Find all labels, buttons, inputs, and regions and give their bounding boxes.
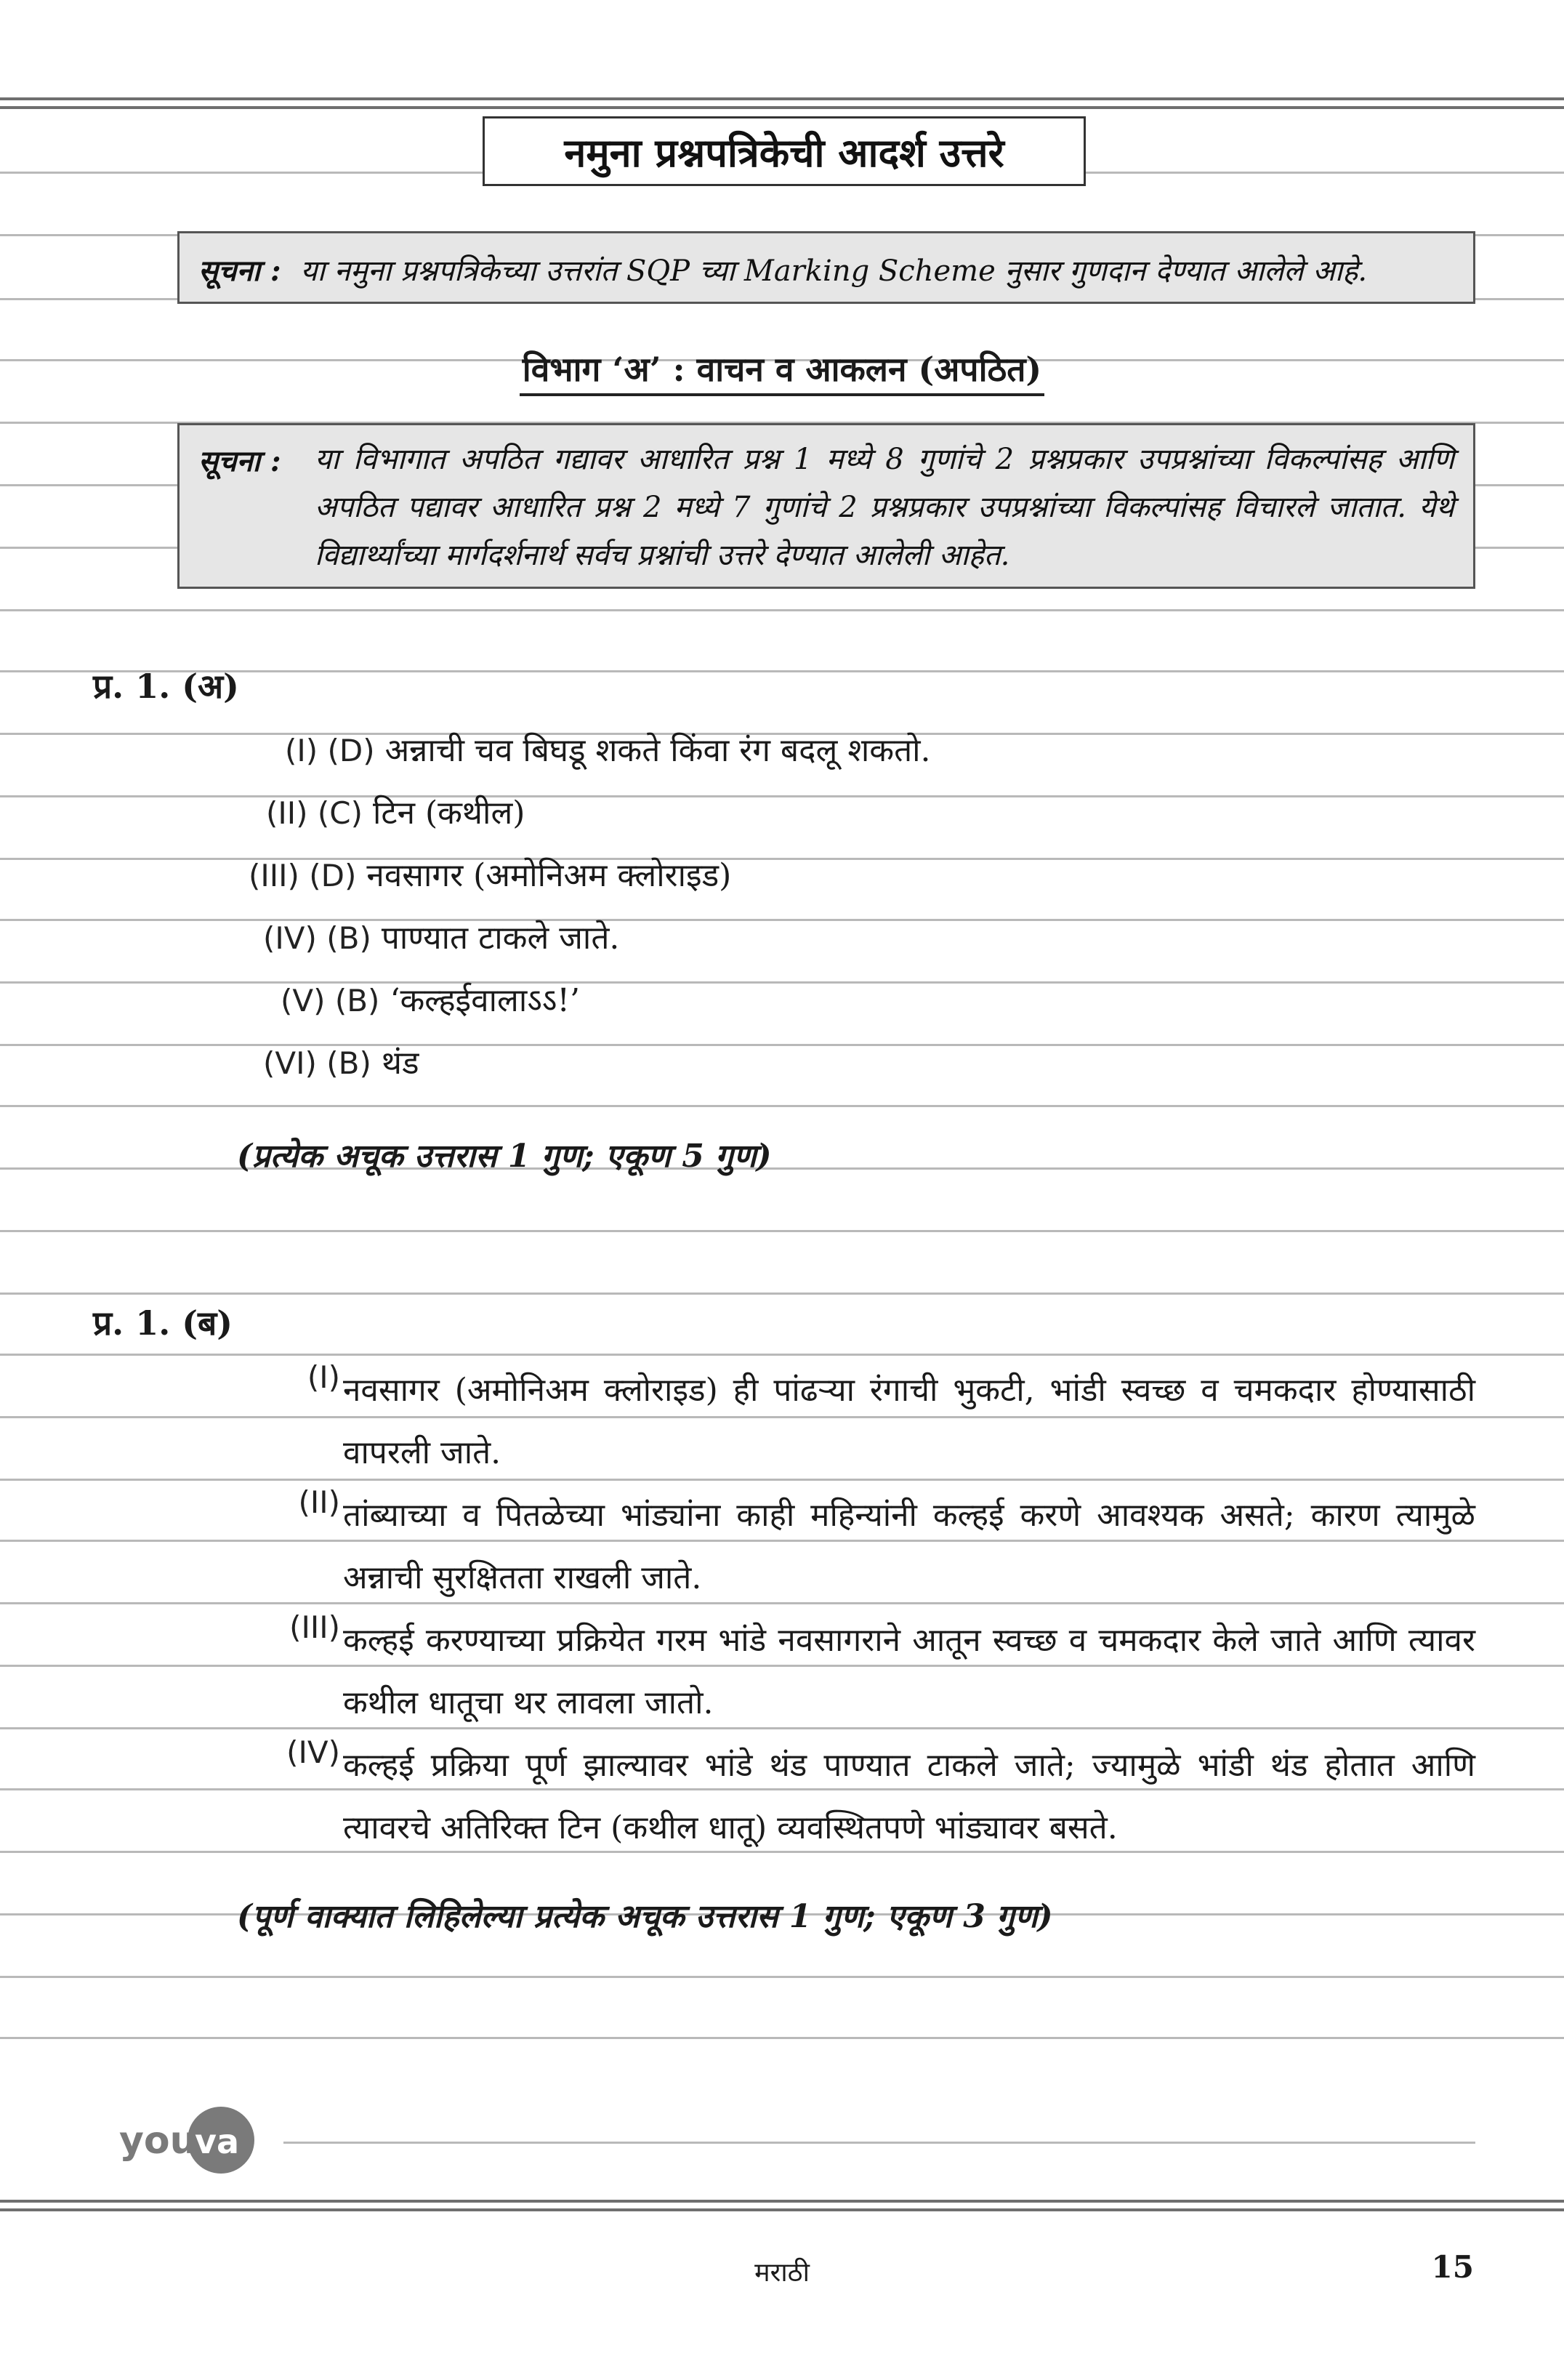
section-heading: विभाग ‘अ’ : वाचन व आकलन (अपठित) [0,346,1564,391]
answer-1b-1: (I) नवसागर (अमोनिअम क्लोराइड) ही पांढऱ्या रंगाची भुकटी, भांडी स्वच्छ व चमकदार होण्यासाठी वापरली जाते. [307,1359,1475,1471]
answer-1a-1: (I) (D) अन्नाची चव बिघडू शकते किंवा रंग बदलू शकतो. [285,732,931,769]
footer-subject: मराठी [754,2258,810,2288]
note-label: सूचना : [198,254,281,288]
marks-note-1a: (प्रत्येक अचूक उत्तरास 1 गुण; एकूण 5 गुण) [237,1138,772,1175]
page-title: नमुना प्रश्नपत्रिकेची आदर्श उत्तरे [483,116,1086,186]
page-number: 15 [1431,2249,1474,2285]
note-text: या विभागात अपठित गद्यावर आधारित प्रश्न 1 मध्ये 8 गुणांचे 2 प्रश्नप्रकार उपप्रश्नांच्या विकल्पांसह आणि अपठित पद्यावर आधारित प्रश्न 2 मध्ये 7 गुणांचे 2 प्रश्नप्रकार उपप्रश्नांच्या विकल्पांसह विचारले जातात. येथे विद्यार्थ्यांच्या मार्गदर्शनार्थ सर्वच प्रश्नांची उत्तरे देण्यात आलेली आहेत. [315,443,1454,572]
answer-1a-3: (III) (D) नवसागर (अमोनिअम क्लोराइड) [249,857,732,894]
answer-1a-5: (V) (B) ‘कल्हईवालाऽऽ!’ [281,982,581,1019]
svg-text:you: you [119,2119,197,2163]
answer-1b-3: (III) कल्हई करण्याच्या प्रक्रियेत गरम भांडे नवसागराने आतून स्वच्छ व चमकदार केले जाते आणि त्यावर कथील धातूचा थर लावला जातो. [289,1609,1475,1721]
answer-1a-4: (IV) (B) पाण्यात टाकले जाते. [263,920,620,957]
answer-1b-2: (II) तांब्याच्या व पितळेच्या भांड्यांना काही महिन्यांनी कल्हई करणे आवश्यक असते; कारण त्यामुळे अन्नाची सुरक्षितता राखली जाते. [298,1484,1475,1596]
question-label-1b: प्र. 1. (ब) [93,1303,233,1343]
answer-1a-6: (VI) (B) थंड [263,1045,419,1082]
answer-1b-4: (IV) कल्हई प्रक्रिया पूर्ण झाल्यावर भांडे थंड पाण्यात टाकले जाते; ज्यामुळे भांडी थंड होतात आणि त्यावरचे अतिरिक्त टिन (कथील धातू) व्यवस्थितपणे भांड्यावर बसते. [286,1734,1475,1846]
marks-note-1b: (पूर्ण वाक्यात लिहिलेल्या प्रत्येक अचूक उत्तरास 1 गुण; एकूण 3 गुण) [237,1898,1053,1935]
question-label-1a: प्र. 1. (अ) [93,667,239,706]
section-instruction-note [177,423,1475,589]
top-instruction-note [177,231,1475,304]
answer-1a-2: (II) (C) टिन (कथील) [266,795,525,832]
svg-text:va: va [195,2122,240,2161]
youva-logo-icon [113,2099,259,2179]
note-label: सूचना : [198,444,281,478]
note-text: या नमुना प्रश्नपत्रिकेच्या उत्तरांत SQP च्या Marking Scheme नुसार गुणदान देण्यात आलेले आहे. [300,254,1368,288]
